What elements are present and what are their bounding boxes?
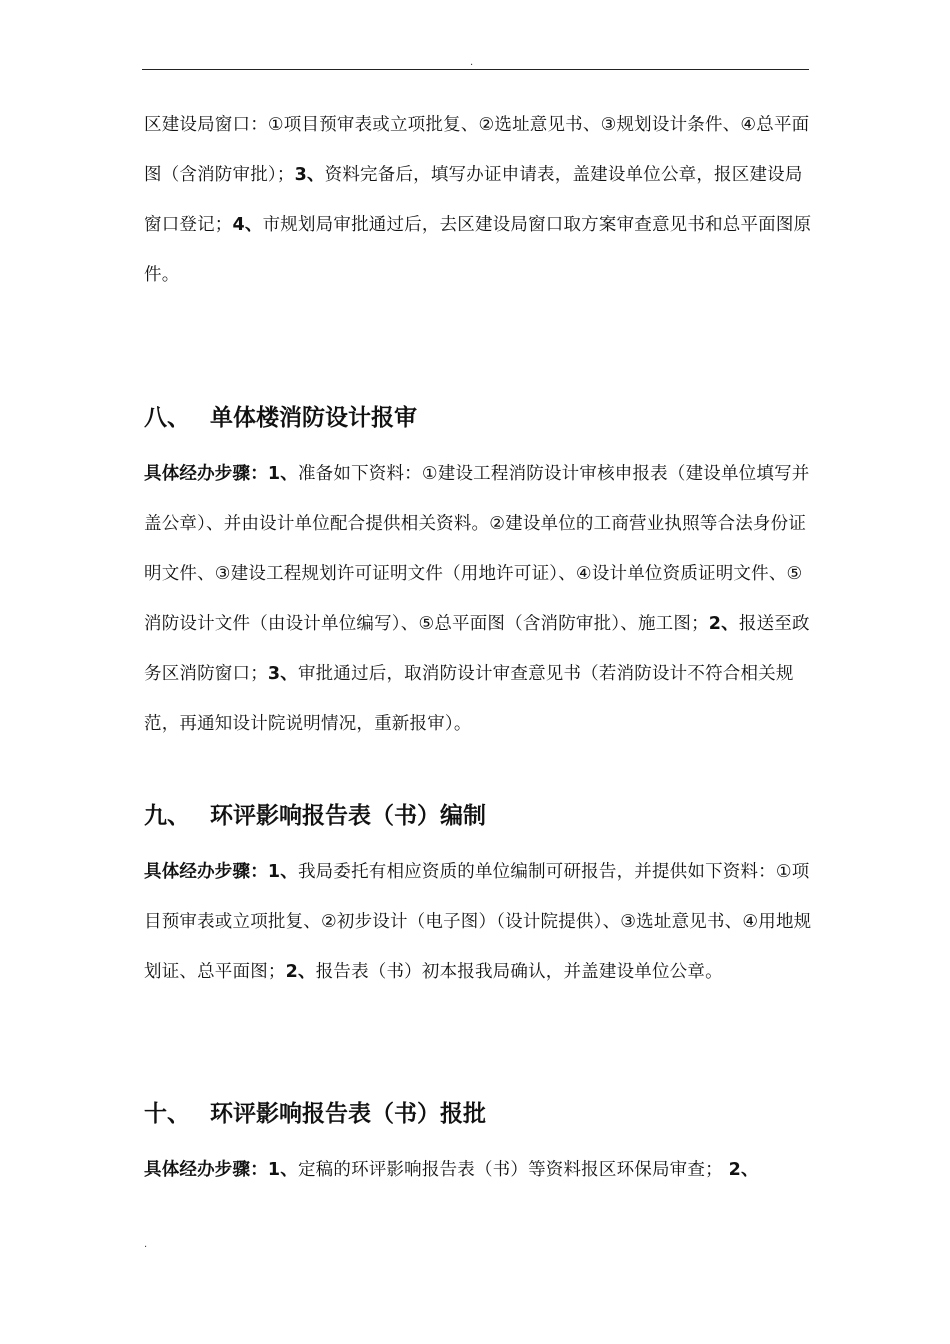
continuation-text-2: 资料完备后，填写办证申请表，盖建设单位公章，报区建设局窗口登记； xyxy=(144,165,803,235)
section-9-paragraph xyxy=(144,847,816,997)
section-8-text-3: 审批通过后，取消防设计审查意见书（若消防设计不符合相关规范，再通知设计院说明情况，重新报审）。 xyxy=(144,664,794,734)
section-10-text-1: 定稿的环评影响报告表（书）等资料报区环保局审查； xyxy=(297,1160,723,1180)
section-10-title: 环评影响报告表（书）报批 xyxy=(210,1101,486,1127)
section-9-heading xyxy=(144,796,486,836)
header-rule xyxy=(142,69,809,70)
section-8-step-1: 1、 xyxy=(267,464,298,484)
section-10-step-2: 2、 xyxy=(728,1160,759,1180)
section-9-text-1: 我局委托有相应资质的单位编制可研报告，并提供如下资料：①项目预审表或立项批复、②初步设计（电子图）（设计院提供）、③选址意见书、④用地规划证、总平面图； xyxy=(144,862,812,982)
section-9-lead: 具体经办步骤： xyxy=(144,862,268,882)
step-number-4: 4、 xyxy=(232,215,263,235)
header-mark: . xyxy=(470,57,474,68)
step-number-3: 3、 xyxy=(294,165,325,185)
section-9-number: 九、 xyxy=(144,803,190,829)
section-8-step-2: 2、 xyxy=(708,614,739,634)
section-9-title: 环评影响报告表（书）编制 xyxy=(210,803,486,829)
section-8-title: 单体楼消防设计报审 xyxy=(210,405,417,431)
section-8-heading xyxy=(144,398,417,438)
section-10-heading xyxy=(144,1094,486,1134)
continuation-text-1: 区建设局窗口：①项目预审表或立项批复、②选址意见书、③规划设计条件、④总平面图（含消防审批）； xyxy=(144,115,810,185)
section-9-text-2: 报告表（书）初本报我局确认，并盖建设单位公章。 xyxy=(315,962,723,982)
section-10-paragraph xyxy=(144,1145,816,1195)
section-8-text-1: 准备如下资料：①建设工程消防设计审核申报表（建设单位填写并盖公章）、并由设计单位配合提供相关资料。②建设单位的工商营业执照等合法身份证明文件、③建设工程规划许可证明文件（用地许可证）、④设计单位资质证明文件、⑤消防设计文件（由设计单位编写）、⑤总平面图（含消防审批）、施工图； xyxy=(144,464,810,634)
footer-mark: . xyxy=(144,1239,148,1250)
section-8-text-2: 报送至政务区消防窗口； xyxy=(144,614,810,684)
continuation-paragraph xyxy=(144,100,816,300)
section-10-lead: 具体经办步骤： xyxy=(144,1160,268,1180)
section-8-number: 八、 xyxy=(144,405,190,431)
section-8-step-3: 3、 xyxy=(267,664,298,684)
section-9-step-1: 1、 xyxy=(267,862,298,882)
continuation-text-3: 市规划局审批通过后，去区建设局窗口取方案审查意见书和总平面图原件。 xyxy=(144,215,812,285)
section-10-number: 十、 xyxy=(144,1101,190,1127)
section-9-step-2: 2、 xyxy=(285,962,316,982)
section-8-paragraph xyxy=(144,449,816,749)
section-10-step-1: 1、 xyxy=(267,1160,298,1180)
section-8-lead: 具体经办步骤： xyxy=(144,464,268,484)
